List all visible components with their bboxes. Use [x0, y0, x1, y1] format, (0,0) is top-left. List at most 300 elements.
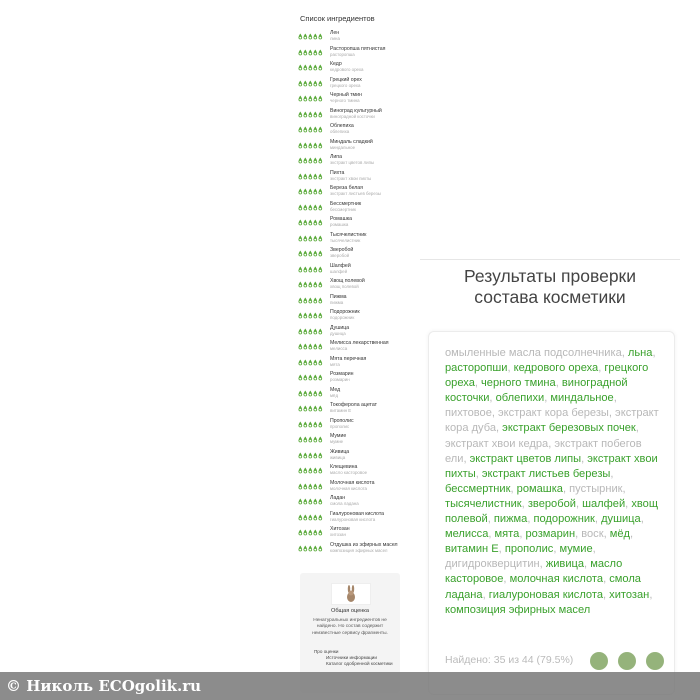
recognized-ingredient: черного тмина [481, 377, 556, 390]
ingredient-row [298, 512, 408, 528]
recognized-ingredient: смола ладана [445, 573, 641, 601]
drop-icon [318, 126, 323, 133]
rating-drops [298, 188, 326, 195]
drop-icon [308, 452, 313, 459]
drop-icon [313, 173, 318, 180]
ingredient-row [298, 109, 408, 125]
ingredient-name[interactable]: Облепиха [330, 123, 354, 129]
drop-icon [298, 421, 303, 428]
rating-drops [298, 483, 326, 490]
ingredient-name[interactable]: Прополис [330, 417, 354, 424]
unrecognized-fragment: , пустырник, [562, 482, 626, 495]
drop-icon [308, 514, 313, 521]
drop-icon [313, 343, 318, 350]
unrecognized-fragment: , [594, 513, 602, 526]
drop-icon [308, 405, 313, 412]
recognized-ingredient: мелисса [445, 528, 489, 541]
drop-icon [303, 188, 308, 195]
drop-icon [308, 297, 313, 304]
sources-link[interactable]: Источники информации [326, 654, 377, 660]
recognized-ingredient: душица [601, 513, 641, 526]
drop-icon [298, 80, 303, 87]
unrecognized-fragment: , [488, 528, 495, 541]
rating-drops [298, 111, 326, 118]
drop-icon [308, 374, 313, 381]
drop-icon [298, 343, 303, 350]
drop-icon [313, 64, 318, 71]
rating-drops [298, 297, 326, 304]
ingredient-synonym: шалфей [330, 268, 348, 274]
recognized-ingredient: шалфей [582, 497, 626, 510]
drop-icon [298, 95, 303, 102]
drop-icon [308, 126, 313, 133]
recognized-ingredient: экстракт цветов липы [469, 452, 582, 465]
ingredient-synonym: миндальное [330, 144, 356, 150]
recognized-ingredient: экстракт листьев березы [481, 467, 611, 480]
unrecognized-fragment: , [503, 573, 510, 586]
drop-icon [318, 436, 323, 443]
drop-icon [318, 297, 323, 304]
unrecognized-fragment: , [603, 588, 610, 601]
summary-links [314, 649, 393, 667]
ingredient-row [298, 202, 408, 218]
drop-icon [308, 111, 313, 118]
drop-icon [313, 111, 318, 118]
recognized-ingredient: мумие [559, 543, 593, 556]
drop-icon [298, 33, 303, 40]
drop-icon [318, 188, 323, 195]
recognized-ingredient: витамин Е [445, 543, 499, 556]
drop-icon [308, 312, 313, 319]
ingredient-name[interactable]: Мумие [330, 433, 347, 439]
drop-icon [303, 266, 308, 273]
drop-icon [298, 514, 303, 521]
ingredient-row [298, 140, 408, 156]
unrecognized-fragment: , [510, 482, 517, 495]
ingredient-name[interactable]: Кедр [330, 61, 342, 67]
drop-icon [318, 80, 323, 87]
rating-drops [298, 452, 326, 459]
drop-icon [313, 95, 318, 102]
ingredient-row [298, 465, 408, 481]
drop-icon [313, 405, 318, 412]
unrecognized-fragment: , [584, 558, 591, 571]
ingredient-name[interactable]: Береза белая [330, 185, 363, 191]
drop-icon [308, 467, 313, 474]
ingredient-synonym: экстракт листьев березы [330, 191, 381, 197]
drop-icon [298, 173, 303, 180]
ingredient-name[interactable]: Мед [330, 386, 341, 393]
drop-icon [298, 467, 303, 474]
unrecognized-fragment: , [610, 467, 614, 480]
drop-icon [318, 49, 323, 56]
drop-icon [308, 266, 313, 273]
ingredient-synonym: душица [330, 330, 346, 336]
drop-icon [303, 498, 308, 505]
ingredient-synonym: виноградной косточки [330, 113, 375, 119]
unrecognized-fragment: , [487, 513, 494, 526]
drop-icon [298, 219, 303, 226]
ingredient-name[interactable]: Ромашка [330, 216, 352, 222]
drop-icon [298, 126, 303, 133]
results-heading: Результаты проверки состава косметики [464, 266, 636, 307]
drop-icon [318, 343, 323, 350]
unrecognized-fragment: , [630, 528, 634, 541]
unrecognized-fragment: , [603, 573, 610, 586]
ingredient-name[interactable]: Душица [330, 324, 350, 331]
recognized-ingredient: виноградной косточки [445, 377, 628, 405]
drop-icon [298, 250, 303, 257]
ingredient-row [298, 326, 408, 342]
drop-icon [303, 157, 308, 164]
drop-icon [298, 64, 303, 71]
rating-drops [298, 467, 326, 474]
drop-icon [308, 483, 313, 490]
rating-drops [298, 374, 326, 381]
drop-icon [298, 498, 303, 505]
drop-icon [298, 266, 303, 273]
ingredient-name[interactable]: Клещевина [330, 464, 358, 470]
ingredient-name[interactable]: Тысячелистник [330, 231, 367, 238]
drop-icon [313, 312, 318, 319]
ingredient-synonym: расторопша [330, 51, 355, 57]
drop-icon [318, 529, 323, 536]
ingredient-row [298, 62, 408, 78]
drop-icon [313, 421, 318, 428]
unrecognized-fragment: , [482, 588, 489, 601]
rating-drops [298, 328, 326, 335]
rating-drops [298, 545, 326, 552]
drop-icon [313, 483, 318, 490]
section-divider [420, 259, 680, 260]
drop-icon [318, 204, 323, 211]
drop-icon [313, 142, 318, 149]
recognized-ingredient: хвощ полевой [445, 497, 658, 526]
unrecognized-fragment: , [521, 497, 528, 510]
drop-icon [313, 157, 318, 164]
ingredient-synonym: мелисса [330, 346, 348, 352]
ingredient-name[interactable]: Хвощ полевой [330, 278, 365, 284]
recognized-ingredient: пижма [493, 513, 528, 526]
drop-icon [303, 390, 308, 397]
ingredient-name[interactable]: Хитозан [330, 526, 350, 532]
drop-icon [318, 173, 323, 180]
drop-icon [303, 204, 308, 211]
ingredient-synonym: прополис [330, 423, 350, 429]
drop-icon [318, 483, 323, 490]
ingredient-name[interactable]: Мята перечная [330, 355, 367, 362]
drop-icon [318, 514, 323, 521]
ingredient-synonym: черного тмина [330, 98, 360, 104]
drop-icon [303, 405, 308, 412]
unrecognized-fragment: , [507, 362, 514, 375]
ingredient-name[interactable]: Черный тмин [330, 92, 362, 98]
drop-icon [303, 467, 308, 474]
ingredient-name[interactable]: Гиалуроновая кислота [330, 510, 385, 517]
drop-icon [298, 111, 303, 118]
face-icon [646, 652, 664, 670]
drop-icon [298, 390, 303, 397]
drop-icon [308, 498, 313, 505]
drop-icon [303, 173, 308, 180]
ingredient-name[interactable]: Подорожник [330, 309, 360, 315]
drop-icon [318, 498, 323, 505]
drop-icon [313, 219, 318, 226]
rating-drops [298, 204, 326, 211]
drop-icon [308, 64, 313, 71]
unrecognized-fragment: , [519, 528, 526, 541]
drop-icon [313, 467, 318, 474]
ingredient-synonym: грецкого ореха [330, 82, 361, 88]
unrecognized-fragment: , воск, [575, 528, 610, 541]
ingredient-synonym: витамин Е [330, 408, 352, 414]
rating-drops [298, 266, 326, 273]
ingredient-row [298, 93, 408, 109]
ingredient-synonym: ромашка [330, 222, 349, 228]
rating-drops [298, 157, 326, 164]
drop-icon [308, 33, 313, 40]
drop-icon [298, 452, 303, 459]
drop-icon [303, 49, 308, 56]
drop-icon [313, 126, 318, 133]
unrecognized-fragment: , пихтовое, экстракт кора березы, экстракт кора дуба, [445, 392, 659, 435]
ingredient-synonym: гиалуроновая кислота [330, 516, 376, 522]
ingredient-name[interactable]: Шалфей [330, 262, 351, 269]
ingredient-name[interactable]: Токоферола ацетат [330, 402, 377, 408]
ingredient-name[interactable]: Молочная кислота [330, 479, 375, 486]
drop-icon [313, 281, 318, 288]
drop-icon [313, 297, 318, 304]
unrecognized-fragment: , [652, 347, 656, 359]
recognized-ingredient: облепихи [495, 392, 545, 405]
drop-icon [318, 545, 323, 552]
recognized-ingredient: подорожник [533, 513, 595, 526]
drop-icon [318, 467, 323, 474]
drop-icon [298, 49, 303, 56]
drop-icon [303, 452, 308, 459]
ingredient-name[interactable]: Виноград культурный [330, 107, 382, 114]
summary-title: Общая оценка [331, 608, 369, 614]
unrecognized-fragment: , [553, 543, 560, 556]
ingredient-row [298, 496, 408, 512]
drop-icon [298, 312, 303, 319]
drop-icon [308, 157, 313, 164]
drop-icon [303, 235, 308, 242]
ingredient-synonym: экстракт хвои пихты [330, 175, 372, 181]
recognized-ingredient: кедрового ореха [513, 362, 599, 375]
recognized-ingredient: мята [494, 528, 520, 541]
ingredient-name[interactable]: Грецкий орех [330, 76, 362, 83]
drop-icon [298, 188, 303, 195]
drop-icon [318, 157, 323, 164]
drop-icon [313, 452, 318, 459]
ingredient-row [298, 388, 408, 404]
ingredient-synonym: экстракт цветов липы [330, 160, 375, 166]
ingredient-row [298, 248, 408, 264]
drop-icon [313, 235, 318, 242]
recognized-ingredient: миндальное [550, 392, 614, 405]
drop-icon [318, 235, 323, 242]
drop-icon [318, 405, 323, 412]
recognized-ingredient: живица [545, 558, 585, 571]
unrecognized-fragment: , [625, 497, 632, 510]
unrecognized-fragment: , [555, 377, 562, 390]
drop-icon [313, 545, 318, 552]
ingredient-name[interactable]: Миндаль сладкий [330, 138, 373, 145]
drop-icon [308, 359, 313, 366]
rating-drops [298, 235, 326, 242]
recognized-ingredient: хитозан [609, 588, 650, 601]
drop-icon [303, 328, 308, 335]
drop-icon [318, 64, 323, 71]
ingredient-synonym: подорожник [330, 315, 355, 321]
rating-drops [298, 80, 326, 87]
unrecognized-fragment: , [581, 452, 588, 465]
drop-icon [313, 374, 318, 381]
drop-icon [313, 359, 318, 366]
rating-drops [298, 498, 326, 505]
rating-drops [298, 281, 326, 288]
drop-icon [318, 328, 323, 335]
drop-icon [308, 173, 313, 180]
ingredient-row [298, 264, 408, 280]
drop-icon [308, 436, 313, 443]
catalog-link[interactable]: Каталог одобренной косметики [326, 660, 393, 666]
ingredient-synonym: мята [330, 361, 340, 367]
drop-icon [298, 483, 303, 490]
drop-icon [298, 235, 303, 242]
ingredient-row [298, 372, 408, 388]
drop-icon [303, 529, 308, 536]
drop-icon [303, 545, 308, 552]
recognized-ingredient: тысячелистник [445, 497, 522, 510]
drop-icon [303, 250, 308, 257]
rating-drops [298, 126, 326, 133]
ingredient-name[interactable]: Липа [330, 154, 342, 160]
unrecognized-fragment: , [598, 362, 605, 375]
drop-icon [318, 359, 323, 366]
ingredient-name[interactable]: Расторопша пятнистая [330, 45, 386, 52]
rating-drops [298, 250, 326, 257]
unrecognized-fragment: , [489, 392, 496, 405]
ingredient-synonym: живица [330, 454, 346, 460]
drop-icon [308, 235, 313, 242]
ingredient-synonym: розмарин [330, 377, 350, 383]
ingredient-row [298, 279, 408, 295]
recognized-ingredient: бессмертник [445, 482, 511, 495]
drop-icon [303, 312, 308, 319]
ingredient-name[interactable]: Отдушка из эфирных масел [330, 541, 398, 548]
drop-icon [298, 142, 303, 149]
ingredient-name[interactable]: Зверобой [330, 247, 354, 253]
unrecognized-fragment: , [475, 467, 482, 480]
drop-icon [303, 80, 308, 87]
ingredient-name[interactable]: Мелисса лекарственная [330, 340, 389, 346]
drop-icon [303, 281, 308, 288]
unrecognized-fragment: , [527, 513, 534, 526]
drop-icon [303, 33, 308, 40]
drop-icon [313, 328, 318, 335]
ingredient-name[interactable]: Ладан [330, 495, 346, 501]
drop-icon [298, 157, 303, 164]
rating-drops [298, 49, 326, 56]
ingredient-row [298, 481, 408, 497]
drop-icon [318, 219, 323, 226]
drop-icon [318, 281, 323, 288]
ingredient-name[interactable]: Бессмертник [330, 200, 362, 207]
ingredient-synonym: смола ладана [330, 501, 359, 507]
recognized-ingredient: расторопши [445, 362, 508, 375]
drop-icon [298, 328, 303, 335]
ingredient-synonym: мёд [330, 392, 339, 398]
ingredient-name[interactable]: Живица [330, 448, 350, 455]
about-ratings-link[interactable]: Про оценки [314, 649, 339, 654]
drop-icon [303, 95, 308, 102]
drop-icon [318, 390, 323, 397]
ingredient-name[interactable]: Лен [330, 30, 340, 36]
ingredient-name[interactable]: Розмарин [330, 371, 354, 377]
ingredient-row [298, 217, 408, 233]
ingredient-row [298, 543, 408, 567]
ingredients-list [298, 31, 408, 567]
ingredient-row [298, 310, 408, 326]
ingredient-row [298, 155, 408, 171]
recognized-ingredient: грецкого ореха [445, 362, 649, 390]
recognized-ingredient: экстракт березовых почек [502, 422, 636, 435]
unrecognized-fragment: , [474, 377, 482, 390]
face-icon [590, 652, 608, 670]
ingredient-row [298, 341, 408, 357]
unrecognized-fragment: , [498, 543, 505, 556]
drop-icon [318, 421, 323, 428]
drop-icon [303, 374, 308, 381]
drop-icon [318, 111, 323, 118]
ingredient-row [298, 78, 408, 94]
recognized-ingredient: экстракт хвои пихты [445, 452, 658, 480]
ingredient-row [298, 419, 408, 435]
drop-icon [308, 219, 313, 226]
rating-drops [298, 312, 326, 319]
drop-icon [303, 483, 308, 490]
drop-icon [308, 545, 313, 552]
drop-icon [313, 529, 318, 536]
drop-icon [303, 111, 308, 118]
drop-icon [313, 49, 318, 56]
drop-icon [303, 126, 308, 133]
drop-icon [308, 250, 313, 257]
drop-icon [298, 529, 303, 536]
ingredient-row [298, 186, 408, 202]
composition-text [445, 346, 663, 618]
recognized-ingredient: композиция эфирных масел [445, 603, 591, 616]
ingredient-name[interactable]: Пихта [330, 169, 345, 176]
ingredient-name[interactable]: Пижма [330, 293, 347, 300]
drop-icon [308, 281, 313, 288]
drop-icon [313, 204, 318, 211]
recognized-ingredient: молочная кислота [509, 573, 604, 586]
ingredient-synonym: бессмертник [330, 206, 356, 212]
unrecognized-fragment: , [544, 392, 551, 405]
ingredient-synonym: молочная кислота [330, 485, 368, 491]
rating-drops [298, 173, 326, 180]
rating-drops [298, 359, 326, 366]
drop-icon [308, 390, 313, 397]
ingredient-synonym: кедрового ореха [330, 67, 364, 73]
drop-icon [308, 343, 313, 350]
recognized-ingredient: ромашка [516, 482, 563, 495]
results-card [428, 331, 675, 695]
unrecognized-fragment: , [640, 513, 644, 526]
